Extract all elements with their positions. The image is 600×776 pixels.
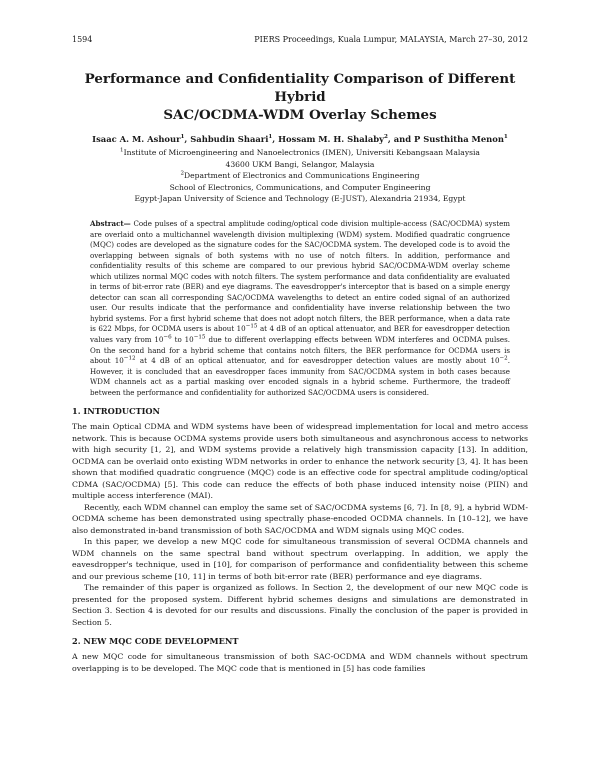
section-heading-introduction: 1. INTRODUCTION [72,406,161,417]
body-paragraph: A new MQC code for simultaneous transmission of both SAC-OCDMA and WDM channels without spectrum overlapping is to be developed. The MQC code that is mentioned in [5] has code families [72,652,528,673]
affiliation-mark: 1 [120,147,124,154]
author-name: Hossam M. H. Shalaby [278,134,385,144]
author-name: P Susthitha Menon [414,134,504,144]
author-list [72,134,528,145]
affiliation-2-line-1: $^2$Department of Electronics and Communications Engineering [180,170,420,181]
author-name: Sahbudin Shaari [190,134,269,144]
proceedings-name: PIERS Proceedings, Kuala Lumpur, MALAYSIA, March 27–30, 2012 [254,35,528,44]
paper-title [72,70,528,124]
body-paragraph: The main Optical CDMA and WDM systems have been of widespread implementation for local and metro access network. This is because OCDMA systems provide users both simultaneous and asynchronous access to networks with high security [1, 2], and WDM systems provide a relatively high transmission capacity [13]. In addition, OCDMA can be overlaid onto existing WDM networks in order to enhance the network security [3, 4]. It has been shown that modified quadratic congruence (MQC) code is an effective code for spectral amplitude coding/optical CDMA (SAC/OCDMA) [5]. This code can reduce the effects of both phase induced intensity noise (PIIN) and multiple access interference (MAI). [72,422,528,501]
exponent: −15 [245,324,258,331]
affiliation-2-line-2: School of Electronics, Communications, and Computer Engineering [169,182,431,192]
author-affiliation-mark: 1 [268,134,273,141]
body-paragraph: Recently, each WDM channel can employ the same set of SAC/OCDMA systems [6, 7]. In [8, 9], a hybrid WDM-OCDMA scheme has been demonstrated using spectrally phase-encoded OCDMA channels. In [10–12], we have also demonstrated in-band transmission of both SAC/OCDMA and WDM signals using MQC codes. [72,502,528,535]
title-line-2: SAC/OCDMA-WDM Overlay Schemes [163,107,437,123]
author-separator: , and [387,134,415,144]
section-heading-new-mqc-code: 2. NEW MQC CODE DEVELOPMENT [72,636,239,647]
exponent: −2 [499,355,508,362]
author-affiliation-mark: 1 [180,134,185,141]
page-number: 1594 [72,35,93,44]
author-separator: , [272,134,279,144]
exponent: −6 [163,334,172,341]
author-separator: , [184,134,191,144]
abstract-label: Abstract— [90,218,131,228]
abstract: Abstract— Code pulses of a spectral amplitude coding/optical code division multiple-access (SAC/OCDMA) system are overlaid onto a multichannel wavelength division multiplexing (WDM) system. Modified quadratic congruence (MQC) codes are developed as the signature codes for the SAC/OCDMA system. The developed code is to avoid the overlapping between signals of both systems with no use of notch filters. In addition, performance and confidentiality results of this scheme are compared to our previous hybrid SAC/OCDMA-WDM overlay scheme which utilizes normal MQC codes with notch filters. The system performance and data confidentiality are evaluated in terms of bit-error rate (BER) and eye diagrams. The eavesdropper's interceptor that is based on a simple energy detector can scan all corresponding SAC/OCDMA wavelengths to detect an entire coded signal of an authorized user. Our results indicate that the performance and confidentiality have inverse relationship between the two hybrid systems. For a first hybrid scheme that does not adopt notch filters, the BER performance, when a data rate is 622 Mbps, for OCDMA users is about $10^{-15}$ at 4 dB of an optical attenuator, and BER for eavesdropper detection values vary from $10^{-6}$ to $10^{-15}$ due to different overlapping effects between WDM interferes and OCDMA pulses. On the second hand for a hybrid scheme that contains notch filters, the BER performance for OCDMA users is about $10^{-12}$ at 4 dB of an optical attenuator, and for eavesdropper detection values are mostly about $10^{-2}$. However, it is concluded that an eavesdropper faces immunity from SAC/OCDMA system in both cases because WDM channels act as a partial masking over encoded signals in a hybrid scheme. Furthermore, the tradeoff between the performance and confidentiality for authorized SAC/OCDMA users is considered. [90,218,511,397]
affiliation-1-line-1: $^1$Institute of Microengineering and Nanoelectronics (IMEN), Universiti Kebangsaan Malaysia [120,147,480,157]
exponent: −12 [123,355,136,362]
author-affiliation-mark: 2 [384,134,388,141]
author-affiliation-mark: 1 [503,134,508,141]
exponent: −15 [193,334,206,341]
affiliation-mark: 2 [180,170,185,177]
affiliation-2-line-3: Egypt-Japan University of Science and Technology (E-JUST), Alexandria 21934, Egypt [134,194,466,204]
running-head [72,35,528,45]
affiliation-1-line-2: 43600 UKM Bangi, Selangor, Malaysia [225,159,375,169]
body-paragraph: In this paper, we develop a new MQC code for simultaneous transmission of several OCDMA channels and WDM channels on the same spectral band without spectrum overlapping. In addition, we apply the eavesdropper's technique, used in [10], for comparison of performance and confidentiality between this scheme and our previous scheme [10, 11] in terms of both bit-error rate (BER) performance and eye diagrams. [72,537,528,581]
author-name: Isaac A. M. Ashour [92,134,181,144]
title-line-1: Performance and Confidentiality Comparison of Different Hybrid [84,71,516,105]
affiliations [72,147,528,205]
body-paragraph: The remainder of this paper is organized as follows. In Section 2, the development of our new MQC code is presented for the proposed system. Different hybrid schemes designs and simulations are demonstrated in Section 3. Section 4 is devoted for our results and discussions. Finally the conclusion of the paper is provided in Section 5. [72,583,528,627]
